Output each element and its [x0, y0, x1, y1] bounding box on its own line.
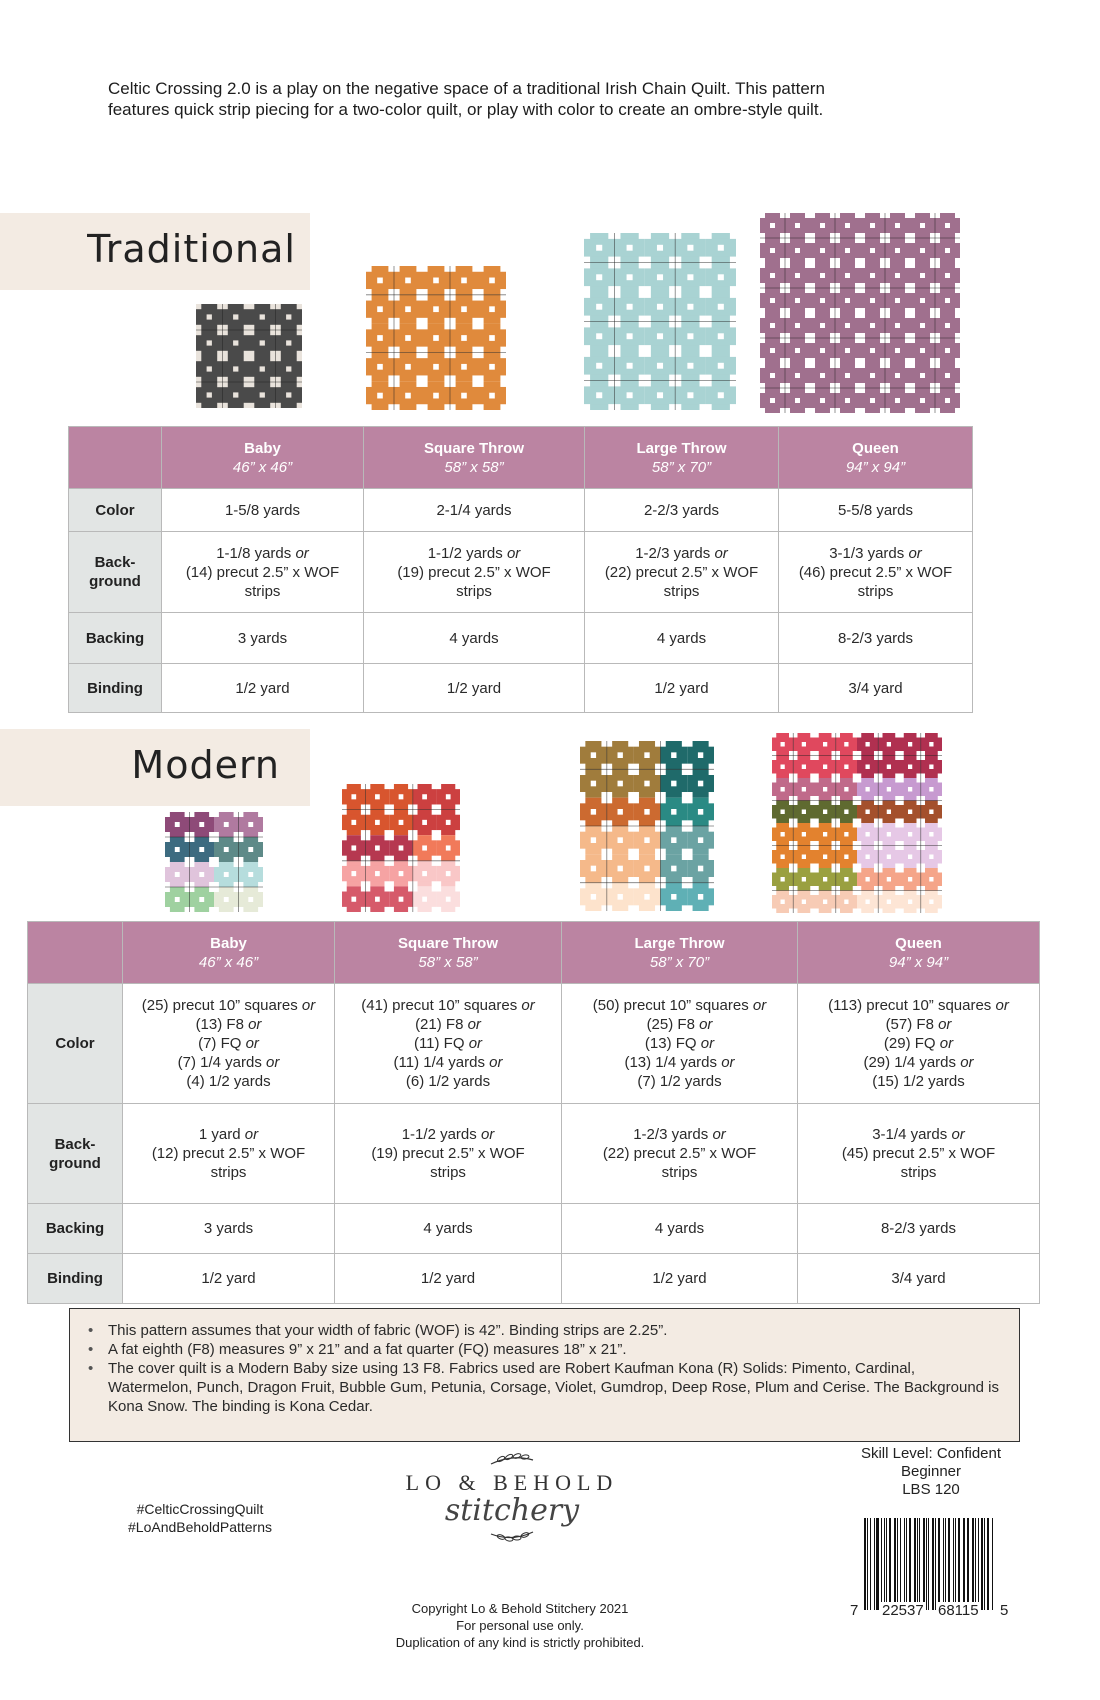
- table-row: [28, 984, 1040, 1104]
- table-cell: 1-1/8 yards or (14) precut 2.5” x WOF strips: [162, 532, 364, 613]
- table-cell: 3/4 yard: [779, 664, 973, 713]
- table-cell: 4 yards: [585, 613, 779, 664]
- table-cell: 4 yards: [335, 1204, 562, 1254]
- table-cell: 3/4 yard: [798, 1254, 1040, 1304]
- table-cell: 1-1/2 yards or (19) precut 2.5” x WOF strips: [364, 532, 585, 613]
- table-row: [28, 1104, 1040, 1204]
- table-cell: 8-2/3 yards: [798, 1204, 1040, 1254]
- copyright-notice: [360, 1600, 680, 1651]
- table-cell: 1/2 yard: [162, 664, 364, 713]
- note-item: • This pattern assumes that your width of fabric (WOF) is 42”. Binding strips are 2.25”.: [102, 1321, 1003, 1340]
- table-cell: 3 yards: [162, 613, 364, 664]
- copyright-line: Copyright Lo & Behold Stitchery 2021: [411, 1601, 629, 1616]
- table-row: [28, 1204, 1040, 1254]
- logo-script: stitchery: [444, 1493, 580, 1528]
- table-header-row: [28, 922, 1040, 984]
- table-corner: [69, 427, 162, 489]
- row-label: Binding: [28, 1254, 123, 1304]
- table-cell: (41) precut 10” squares or (21) F8 or (11) FQ or (11) 1/4 yards or (6) 1/2 yards: [335, 984, 562, 1104]
- quilt-image-traditional-queen: [760, 213, 960, 413]
- table-cell: 1/2 yard: [335, 1254, 562, 1304]
- col-header-baby: Baby 46” x 46”: [162, 427, 364, 489]
- skill-level-label: Skill Level: Confident: [860, 1445, 1002, 1462]
- modern-banner: [0, 729, 310, 806]
- col-header-large-throw: Large Throw 58” x 70”: [562, 922, 798, 984]
- skill-level-value: Beginner: [900, 1463, 962, 1480]
- quilt-image-modern-baby: [165, 812, 263, 912]
- table-cell: 4 yards: [364, 613, 585, 664]
- logo-wordmark: LO & BEHOLD: [405, 1470, 619, 1495]
- traditional-banner: [0, 213, 310, 290]
- barcode: 7 22537 68115 5: [850, 1518, 1010, 1618]
- barcode-bars: [864, 1518, 994, 1610]
- row-label: Back- ground: [69, 532, 162, 613]
- table-corner: [28, 922, 123, 984]
- leaf-sprig-icon: [392, 1452, 632, 1470]
- hashtag: #CelticCrossingQuilt: [136, 1501, 264, 1517]
- table-row: [28, 1254, 1040, 1304]
- quilt-image-traditional-baby: [196, 304, 302, 408]
- table-cell: 1-2/3 yards or (22) precut 2.5” x WOF strips: [562, 1104, 798, 1204]
- table-row: [69, 664, 973, 713]
- table-row: [69, 532, 973, 613]
- quilt-image-traditional-large-throw: [584, 233, 736, 410]
- table-cell: 5-5/8 yards: [779, 489, 973, 532]
- table-cell: 1/2 yard: [562, 1254, 798, 1304]
- quilt-image-modern-large-throw: [580, 741, 714, 911]
- notes-box: [69, 1308, 1020, 1442]
- col-header-square-throw: Square Throw 58” x 58”: [364, 427, 585, 489]
- modern-title: Modern: [131, 743, 280, 787]
- table-cell: (113) precut 10” squares or (57) F8 or (29) FQ or (29) 1/4 yards or (15) 1/2 yards: [798, 984, 1040, 1104]
- row-label: Binding: [69, 664, 162, 713]
- table-cell: 1-5/8 yards: [162, 489, 364, 532]
- quilt-image-traditional-square-throw: [366, 266, 506, 410]
- note-item: • The cover quilt is a Modern Baby size using 13 F8. Fabrics used are Robert Kaufman Kona (R) Solids: Pimento, Cardinal, Watermelon, Punch, Dragon Fruit, Bubble Gum, Petunia, Corsage, Violet, Gumdrop, Deep Rose, Plum and Cerise. The Background is Kona Snow. The binding is Kona Cedar.: [102, 1359, 1003, 1416]
- copyright-line: Duplication of any kind is strictly prohibited.: [395, 1635, 645, 1650]
- table-cell: 1/2 yard: [585, 664, 779, 713]
- traditional-fabric-table: [68, 426, 973, 713]
- hashtags: [100, 1500, 300, 1536]
- intro-line-1: Celtic Crossing 2.0 is a play on the negative space of a traditional Irish Chain Quilt. This pattern: [108, 79, 825, 98]
- table-header-row: [69, 427, 973, 489]
- skill-level: [836, 1445, 1026, 1499]
- quilt-image-modern-square-throw: [342, 784, 460, 912]
- table-cell: 1 yard or (12) precut 2.5” x WOF strips: [123, 1104, 335, 1204]
- table-cell: 3-1/4 yards or (45) precut 2.5” x WOF strips: [798, 1104, 1040, 1204]
- note-item: • A fat eighth (F8) measures 9” x 21” and a fat quarter (FQ) measures 18” x 21”.: [102, 1340, 1003, 1359]
- table-row: [69, 489, 973, 532]
- row-label: Color: [28, 984, 123, 1104]
- row-label: Backing: [69, 613, 162, 664]
- sku-code: LBS 120: [902, 1481, 960, 1498]
- table-cell: (25) precut 10” squares or (13) F8 or (7) FQ or (7) 1/4 yards or (4) 1/2 yards: [123, 984, 335, 1104]
- table-cell: 3 yards: [123, 1204, 335, 1254]
- hashtag: #LoAndBeholdPatterns: [128, 1519, 272, 1535]
- table-cell: 8-2/3 yards: [779, 613, 973, 664]
- col-header-baby: Baby 46” x 46”: [123, 922, 335, 984]
- col-header-large-throw: Large Throw 58” x 70”: [585, 427, 779, 489]
- col-header-queen: Queen 94” x 94”: [798, 922, 1040, 984]
- table-cell: 2-1/4 yards: [364, 489, 585, 532]
- table-row: [69, 613, 973, 664]
- table-cell: 1-2/3 yards or (22) precut 2.5” x WOF strips: [585, 532, 779, 613]
- row-label: Back- ground: [28, 1104, 123, 1204]
- col-header-queen: Queen 94” x 94”: [779, 427, 973, 489]
- quilt-image-modern-queen: [772, 733, 942, 913]
- table-cell: 1/2 yard: [364, 664, 585, 713]
- table-cell: 2-2/3 yards: [585, 489, 779, 532]
- table-cell: 4 yards: [562, 1204, 798, 1254]
- row-label: Backing: [28, 1204, 123, 1254]
- copyright-line: For personal use only.: [456, 1618, 584, 1633]
- col-header-square-throw: Square Throw 58” x 58”: [335, 922, 562, 984]
- table-cell: 3-1/3 yards or (46) precut 2.5” x WOF strips: [779, 532, 973, 613]
- leaf-sprig-icon: [392, 1528, 632, 1546]
- table-cell: 1/2 yard: [123, 1254, 335, 1304]
- notes-list: [86, 1321, 1003, 1416]
- table-cell: (50) precut 10” squares or (25) F8 or (13) FQ or (13) 1/4 yards or (7) 1/2 yards: [562, 984, 798, 1104]
- traditional-title: Traditional: [87, 227, 296, 271]
- intro-paragraph: [108, 78, 1008, 120]
- modern-fabric-table: [27, 921, 1040, 1304]
- brand-logo: [392, 1452, 632, 1546]
- row-label: Color: [69, 489, 162, 532]
- table-cell: 1-1/2 yards or (19) precut 2.5” x WOF strips: [335, 1104, 562, 1204]
- intro-line-2: features quick strip piecing for a two-color quilt, or play with color to create an ombre-style quilt.: [108, 100, 824, 119]
